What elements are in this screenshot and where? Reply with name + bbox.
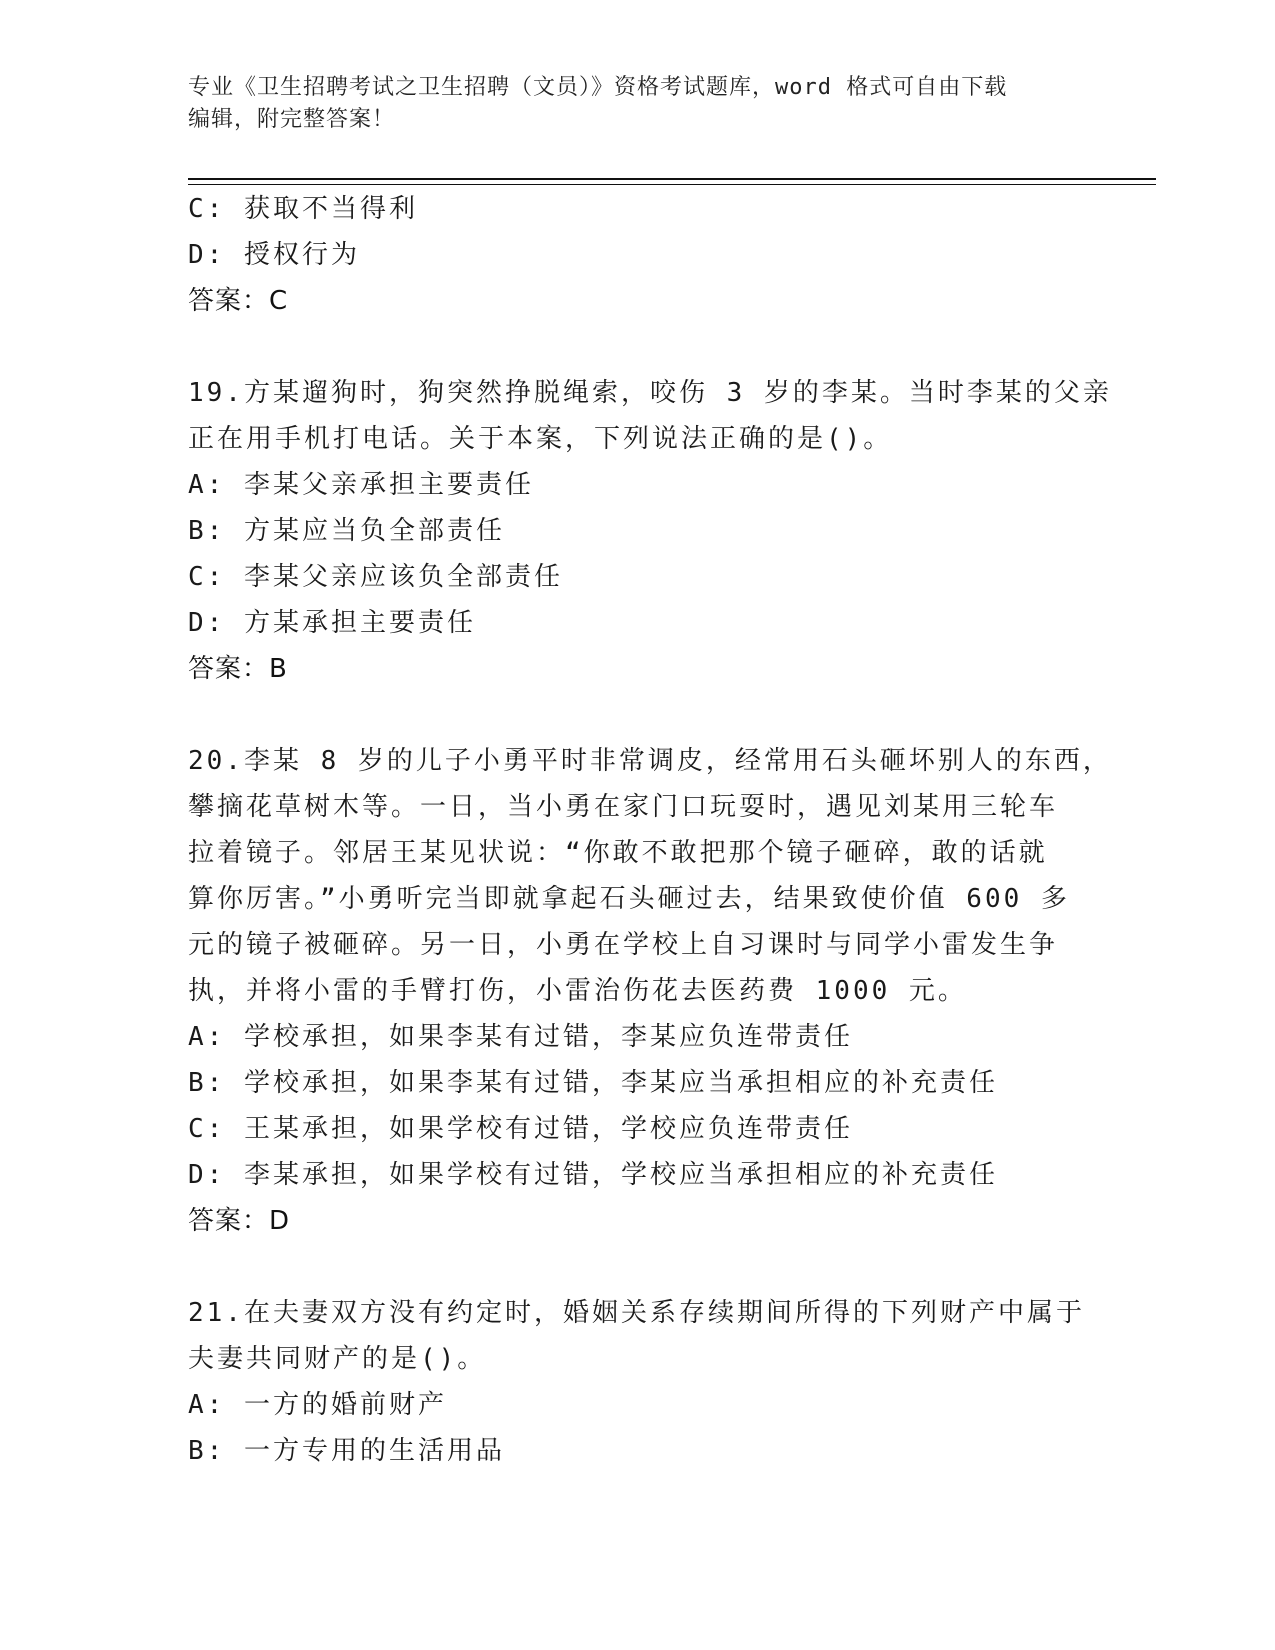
option-a: A: 一方的婚前财产 bbox=[188, 1390, 447, 1420]
option-c: C: 王某承担，如果学校有过错，学校应负连带责任 bbox=[188, 1114, 853, 1144]
document-body bbox=[188, 186, 1112, 1474]
header-line-2: 编辑，附完整答案！ bbox=[188, 107, 396, 132]
question-18-tail bbox=[188, 186, 1108, 324]
option-d: D: 授权行为 bbox=[188, 240, 360, 270]
option-b: B: 学校承担，如果李某有过错，李某应当承担相应的补充责任 bbox=[188, 1068, 998, 1098]
option-b: B: 一方专用的生活用品 bbox=[188, 1436, 505, 1466]
option-b: B: 方某应当负全部责任 bbox=[188, 516, 505, 546]
spacer bbox=[188, 692, 1108, 738]
answer-line: 答案：D bbox=[188, 1206, 291, 1236]
answer-line: 答案：B bbox=[188, 654, 288, 684]
header-divider-thick bbox=[188, 178, 1156, 180]
header-line-1: 专业《卫生招聘考试之卫生招聘（文员）》资格考试题库，word 格式可自由下载 bbox=[188, 75, 1008, 100]
option-c: C: 获取不当得利 bbox=[188, 194, 418, 224]
question-text-line: 19.方某遛狗时，狗突然挣脱绳索，咬伤 3 岁的李某。当时李某的父亲 bbox=[188, 378, 1112, 408]
question-21 bbox=[188, 1290, 1108, 1474]
option-c: C: 李某父亲应该负全部责任 bbox=[188, 562, 563, 592]
question-text-line: 20.李某 8 岁的儿子小勇平时非常调皮，经常用石头砸坏别人的东西， bbox=[188, 746, 1112, 776]
question-text-line: 拉着镜子。邻居王某见状说：“你敢不敢把那个镜子砸碎，敢的话就 bbox=[188, 838, 1048, 868]
question-text-line: 元的镜子被砸碎。另一日，小勇在学校上自习课时与同学小雷发生争 bbox=[188, 930, 1059, 960]
header-divider-thin bbox=[188, 184, 1156, 185]
answer-line: 答案：C bbox=[188, 286, 289, 316]
question-text-line: 正在用手机打电话。关于本案，下列说法正确的是()。 bbox=[188, 424, 893, 454]
question-text-line: 21.在夫妻双方没有约定时，婚姻关系存续期间所得的下列财产中属于 bbox=[188, 1298, 1085, 1328]
question-19 bbox=[188, 370, 1112, 692]
question-text-line: 攀摘花草树木等。一日，当小勇在家门口玩耍时，遇见刘某用三轮车 bbox=[188, 792, 1059, 822]
option-d: D: 方某承担主要责任 bbox=[188, 608, 476, 638]
question-text-line: 夫妻共同财产的是()。 bbox=[188, 1344, 487, 1374]
option-a: A: 学校承担，如果李某有过错，李某应负连带责任 bbox=[188, 1022, 853, 1052]
question-text-line: 执，并将小雷的手臂打伤，小雷治伤花去医药费 1000 元。 bbox=[188, 976, 967, 1006]
option-a: A: 李某父亲承担主要责任 bbox=[188, 470, 534, 500]
spacer bbox=[188, 1244, 1108, 1290]
question-text-line: 算你厉害。”小勇听完当即就拿起石头砸过去，结果致使价值 600 多 bbox=[188, 884, 1070, 914]
option-d: D: 李某承担，如果学校有过错，学校应当承担相应的补充责任 bbox=[188, 1160, 998, 1190]
question-20 bbox=[188, 738, 1112, 1244]
document-header bbox=[188, 72, 1088, 136]
spacer bbox=[188, 324, 1108, 370]
